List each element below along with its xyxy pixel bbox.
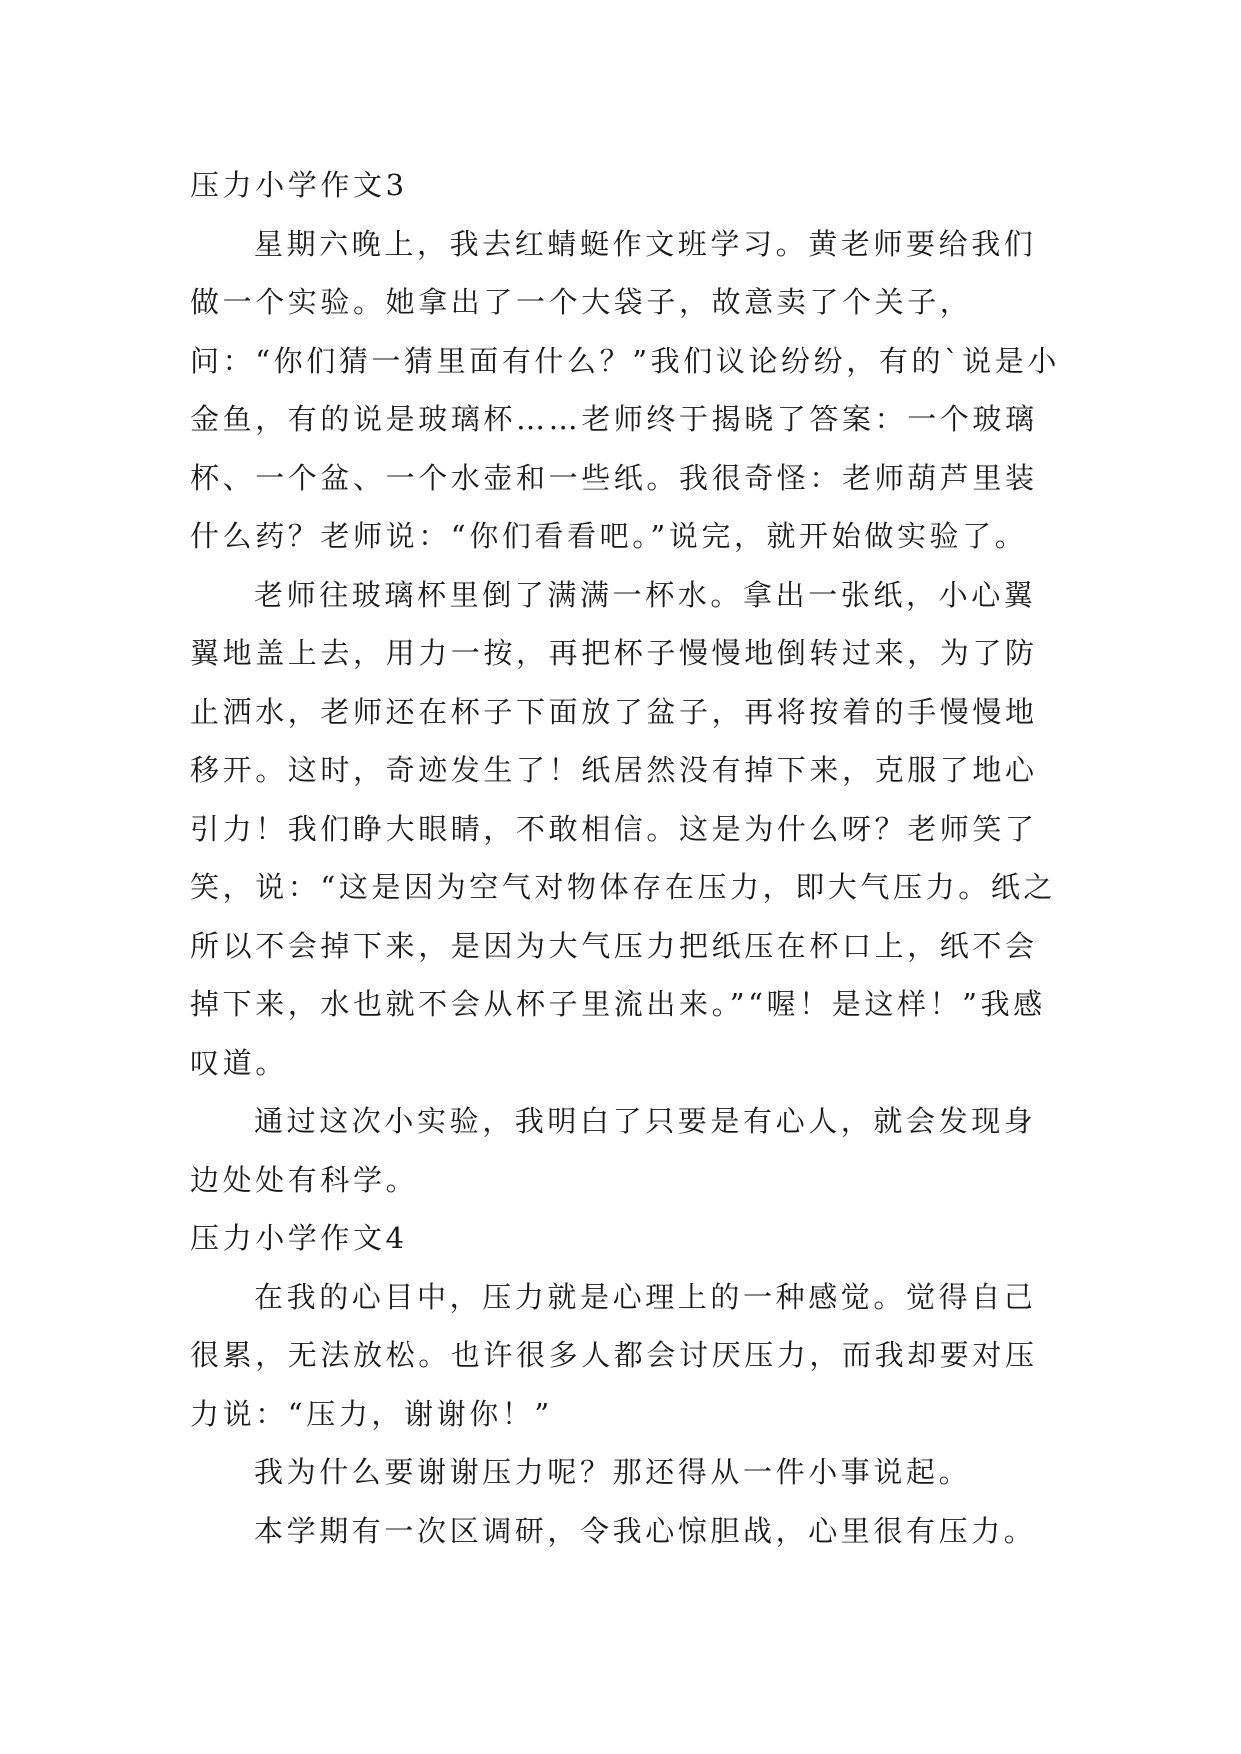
paragraph: 在我的心目中，压力就是心理上的一种感觉。觉得自己很累，无法放松。也许很多人都会讨厌压力，而我却要对压力说：“压力，谢谢你！”: [190, 1279, 1038, 1431]
essay-heading: 压力小学作文3: [190, 168, 408, 202]
paragraph: 我为什么要谢谢压力呢？那还得从一件小事说起。: [254, 1455, 972, 1489]
paragraph: 通过这次小实验，我明白了只要是有心人，就会发现身边处处有科学。: [190, 1104, 1037, 1197]
essay-heading: 压力小学作文4: [190, 1221, 408, 1255]
paragraph: 本学期有一次区调研，令我心惊胆战，心里很有压力。: [254, 1513, 1037, 1548]
paragraph: 星期六晚上，我去红蜻蜓作文班学习。黄老师要给我们做一个实验。她拿出了一个大袋子，故意卖了个关子，问：“你们猜一猜里面有什么？”我们议论纷纷，有的`说是小金鱼，有的说是玻璃杯……老师终于揭晓了答案：一个玻璃杯、一个盆、一个水壶和一些纸。我很奇怪：老师葫芦里装什么药？老师说：“你们看看吧。”说完，就开始做实验了。: [190, 226, 1060, 553]
paragraph: 老师往玻璃杯里倒了满满一杯水。拿出一张纸，小心翼翼地盖上去，用力一按，再把杯子慢慢地倒转过来，为了防止洒水，老师还在杯子下面放了盆子，再将按着的手慢慢地移开。这时，奇迹发生了！纸居然没有掉下来，克服了地心引力！我们睁大眼睛，不敢相信。这是为什么呀？老师笑了笑，说：“这是因为空气对物体存在压力，即大气压力。纸之所以不会掉下来，是因为大气压力把纸压在杯口上，纸不会掉下来，水也就不会从杯子里流出来。”“喔！是这样！”我感叹道。: [190, 577, 1057, 1080]
document-body: [190, 156, 1060, 1560]
